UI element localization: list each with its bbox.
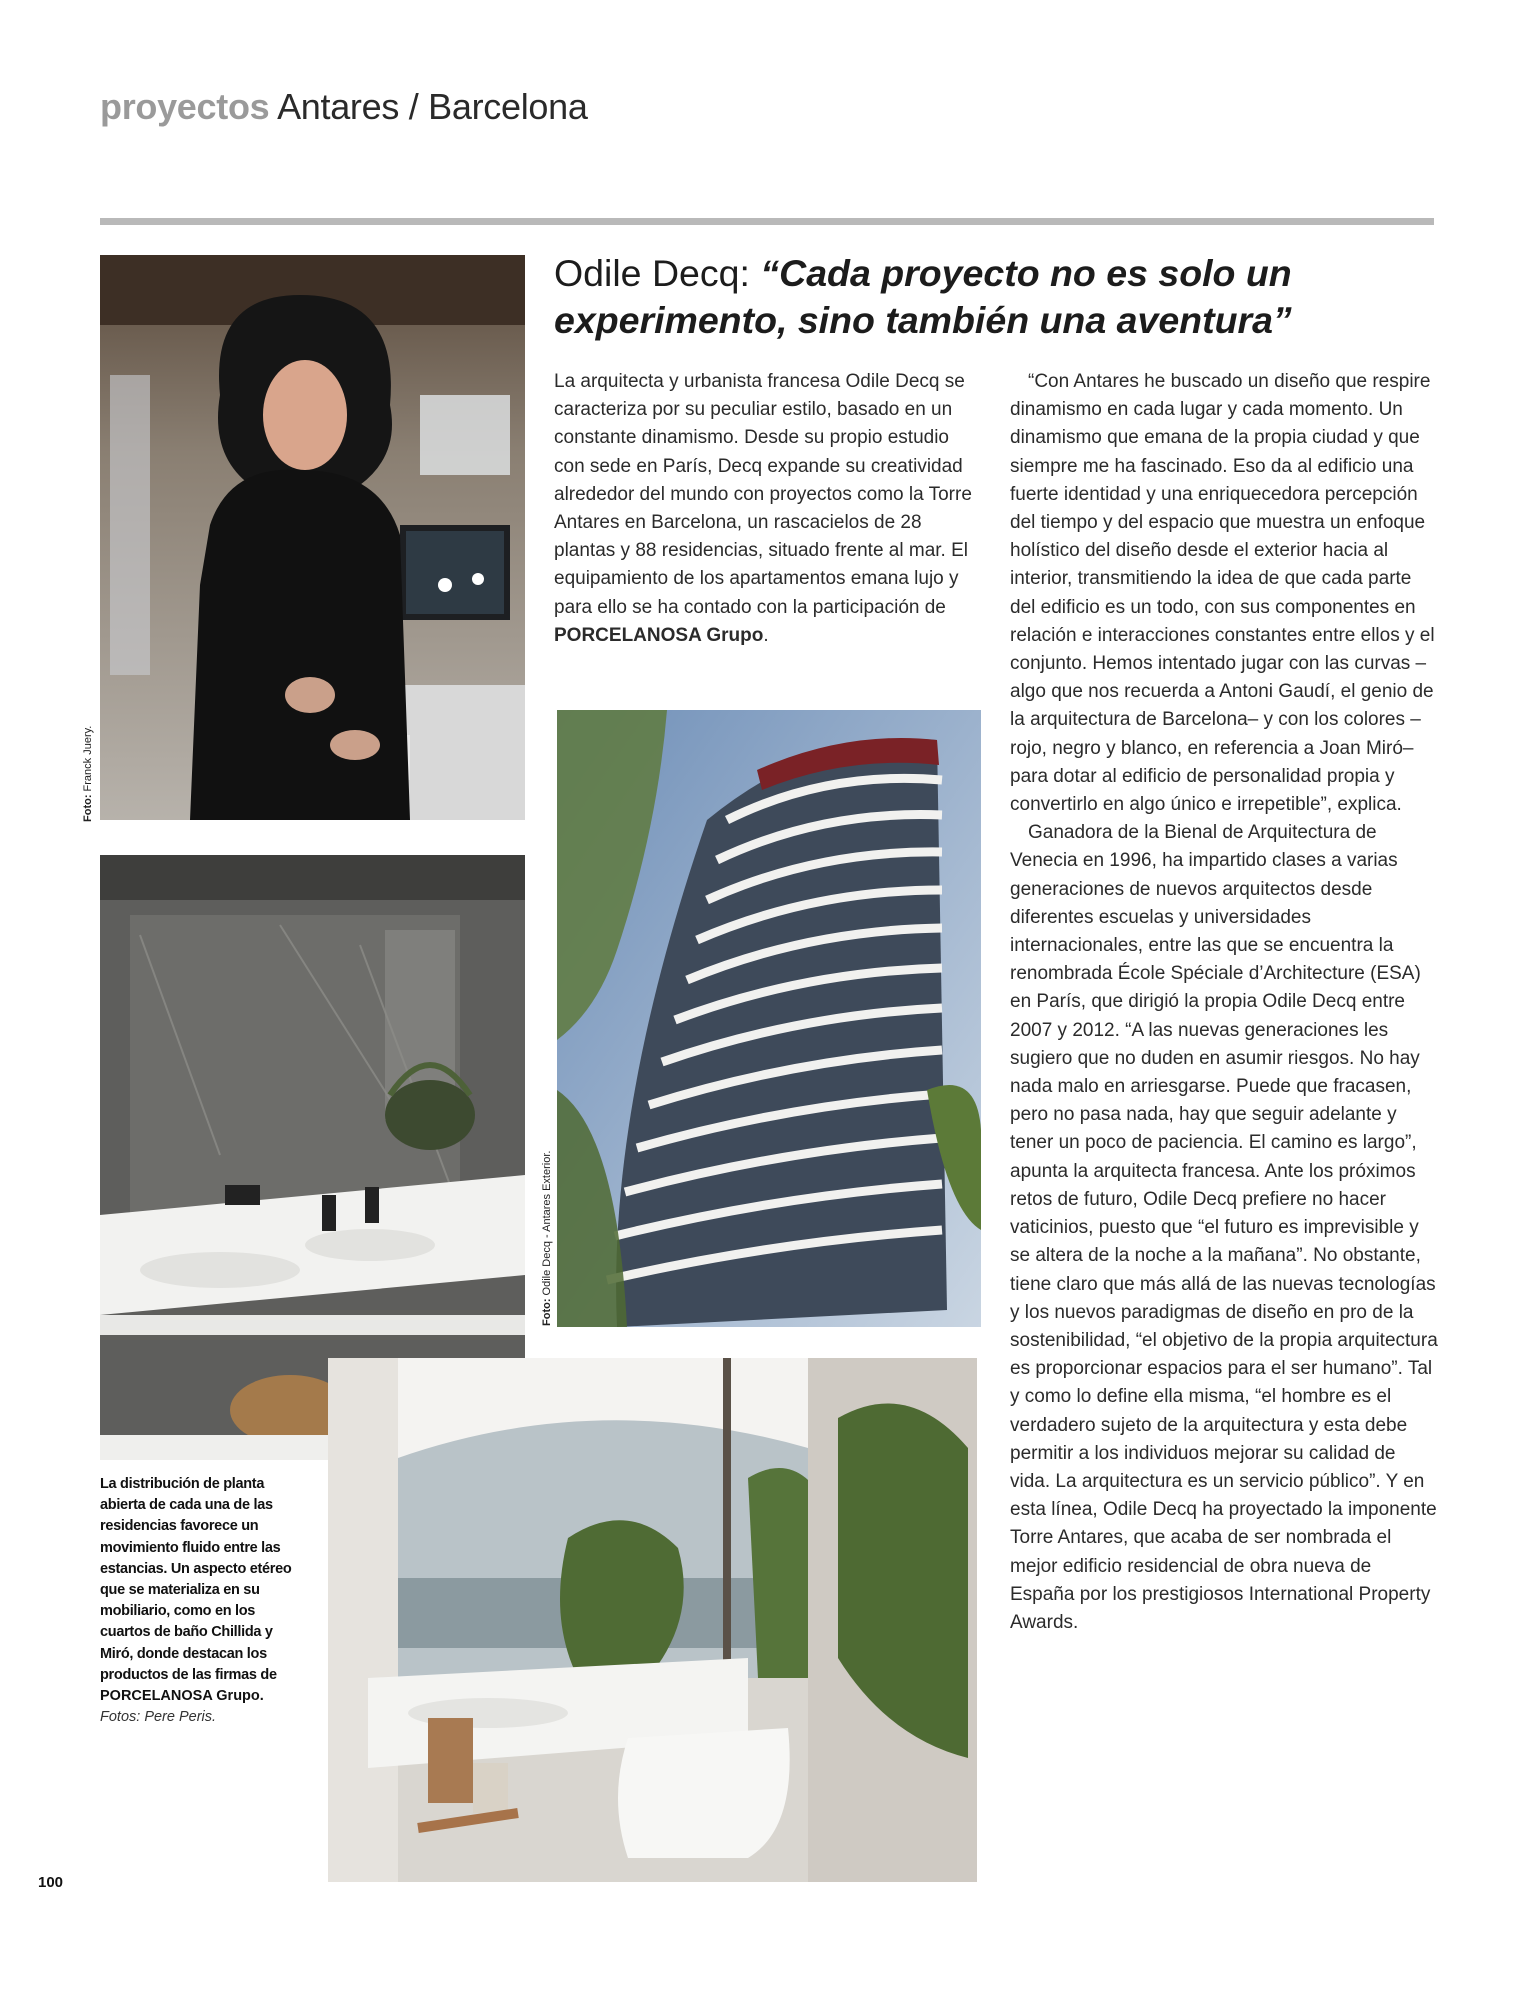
headline-name: Odile Decq: bbox=[554, 252, 750, 294]
portrait-credit bbox=[82, 726, 94, 822]
body-paragraph-1: “Con Antares he buscado un diseño que respire dinamismo en cada lugar y cada momento. Un dinamismo que emana de la propia ciudad y que siempre me ha fascinado. Eso da al edificio una fuerte identidad y una enriquecedora percepción del tiempo y del espacio que muestra un enfoque holístico del diseño desde el exterior hacia al interior, transmitiendo la idea de que cada parte del edificio es un todo, con sus componentes en relación e interacciones constantes entre ellos y el conjunto. Hemos intentado jugar con las curvas –algo que nos recuerda a Antoni Gaudí, el genio de la arquitectura de Barcelona– y con los colores –rojo, negro y blanco, en referencia a Joan Miró– para dotar al edificio de personalidad propia y convertirlo en algo único e irrepetible”, explica. bbox=[1010, 371, 1435, 816]
tower-credit-label: Foto: bbox=[541, 1298, 553, 1326]
section-header bbox=[100, 86, 588, 128]
section-title: Antares / Barcelona bbox=[277, 86, 588, 127]
portrait-credit-label: Foto: bbox=[82, 794, 94, 822]
caption-text: La distribución de planta abierta de cada una de las residencias favorece un movimiento fluido entre las estancias. Un aspecto etéreo que se materializa en su mobiliario, como en los cuartos de baño Chillida y Miró, donde destacan los productos de las firmas de bbox=[100, 1476, 292, 1683]
tower-credit bbox=[541, 1151, 553, 1326]
caption-credit: Fotos: Pere Peris. bbox=[100, 1709, 217, 1726]
intro-paragraph bbox=[554, 368, 974, 650]
portrait-photo bbox=[100, 255, 525, 820]
body-column bbox=[1010, 368, 1438, 1637]
tower-exterior-photo bbox=[557, 710, 981, 1327]
article-headline bbox=[554, 250, 1434, 344]
caption-brand: PORCELANOSA Grupo. bbox=[100, 1688, 264, 1705]
headline-quote: “Cada proyecto no es solo un experimento, sino también una aventura” bbox=[554, 252, 1292, 341]
section-label: proyectos bbox=[100, 86, 270, 127]
intro-end: . bbox=[763, 624, 769, 646]
bathroom-photo-miro bbox=[328, 1358, 977, 1882]
photo-caption bbox=[100, 1474, 300, 1728]
portrait-credit-name: Franck Juery. bbox=[82, 725, 94, 792]
header-rule bbox=[100, 218, 1434, 225]
intro-brand: PORCELANOSA Grupo bbox=[554, 624, 764, 646]
body-paragraph-2: Ganadora de la Bienal de Arquitectura de Venecia en 1996, ha impartido clases a varias generaciones de nuevos arquitectos desde diferentes escuelas y universidades internacionales, entre las que se encuentra la renombrada École Spéciale d’Architecture (ESA) en París, que dirigió la propia Odile Decq entre 2007 y 2012. “A las nuevas generaciones les sugiero que no duden en asumir riesgos. No hay nada malo en arriesgarse. Puede que fracasen, pero no pasa nada, hay que seguir adelante y tener un poco de paciencia. El camino es largo”, apunta la arquitecta francesa. Ante los próximos retos de futuro, Odile Decq prefiere no hacer vaticinios, puesto que “el futuro es imprevisible y se altera de la noche a la mañana”. No obstante, tiene claro que más allá de las nuevas tecnologías y los nuevos paradigmas de diseño en pro de la sostenibilidad, “el objetivo de la propia arquitectura es proporcionar espacios para el ser humano”. Tal y como lo define ella misma, “el hombre es el verdadero sujeto de la arquitectura y esta debe permitir a los individuos mejorar su calidad de vida. La arquitectura es un servicio público”. Y en esta línea, Odile Decq ha proyectado la imponente Torre Antares, que acaba de ser nombrada el mejor edificio residencial de obra nueva de España por los prestigiosos International Property Awards. bbox=[1010, 822, 1438, 1633]
tower-credit-name: Odile Decq - Antares Exterior. bbox=[541, 1150, 553, 1296]
page-number: 100 bbox=[38, 1874, 64, 1891]
intro-text: La arquitecta y urbanista francesa Odile Decq se caracteriza por su peculiar estilo, basado en un constante dinamismo. Desde su propio estudio con sede en París, Decq expande su creatividad alrededor del mundo con proyectos como la Torre Antares en Barcelona, un rascacielos de 28 plantas y 88 residencias, situado frente al mar. El equipamiento de los apartamentos emana lujo y para ello se ha contado con la participación de bbox=[554, 371, 972, 618]
